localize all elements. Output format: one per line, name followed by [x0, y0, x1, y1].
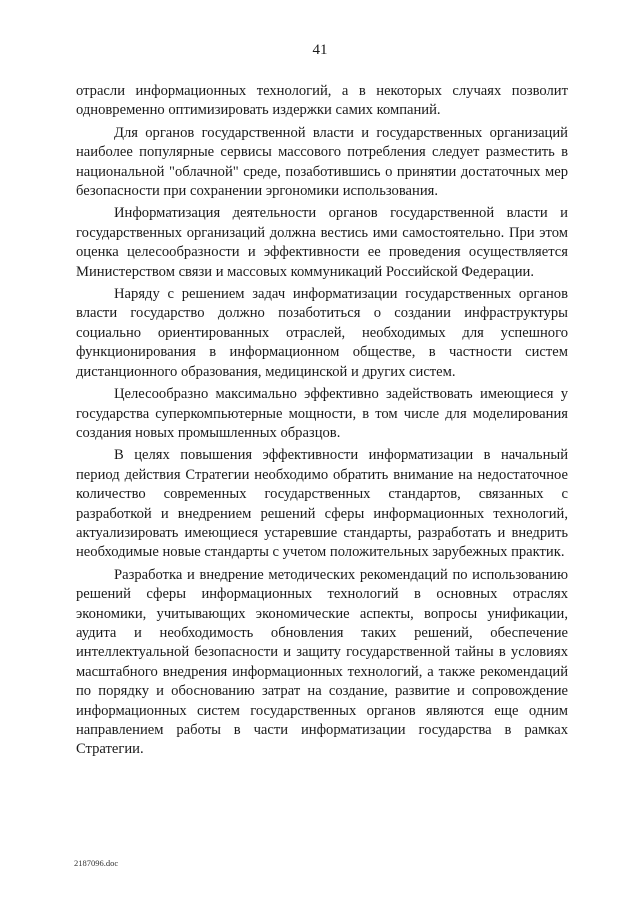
paragraph: отрасли информационных технологий, а в некоторых случаях позволит одновременно оптимизировать издержки самих компаний. — [76, 83, 568, 119]
page-number: 41 — [312, 42, 328, 58]
paragraph: Для органов государственной власти и государственных организаций наиболее популярные сервисы массового потребления следует разместить в национальной "облачной" среде, позаботившись о принятии достаточных мер безопасности при сохранении эргономики использования. — [76, 124, 568, 200]
paragraph: Информатизация деятельности органов государственной власти и государственных организаций должна вестись ими самостоятельно. При этом оценка целесообразности и эффективности ее проведения осуществляется Министерством связи и массовых коммуникаций Российской Федерации. — [76, 205, 568, 280]
paragraph: Разработка и внедрение методических рекомендаций по использованию решений сферы информационных технологий в основных отраслях экономики, учитывающих экономические аспекты, вопросы унификации, аудита и необходимость обновления таких решений, обеспечение интеллектуальной безопасности и защиту государственной тайны в условиях масштабного внедрения информационных технологий, а также рекомендаций по порядку и обоснованию затрат на создание, развитие и сопровождение информационных систем государственных органов являются еще одним направлением работы в части информатизации государства в рамках Стратегии. — [76, 566, 568, 758]
paragraph: В целях повышения эффективности информатизации в начальный период действия Стратегии необходимо обратить внимание на недостаточное количество современных государственных стандартов, связанных с разработкой и внедрением решений сферы информационных технологий, актуализировать имеющиеся устаревшие стандарты, разработать и внедрить необходимые новые стандарты с учетом положительных зарубежных практик. — [76, 447, 568, 561]
body-text — [76, 82, 568, 763]
footer-file-name: 2187096.doc — [74, 858, 119, 868]
paragraph: Наряду с решением задач информатизации государственных органов власти государство должно позаботиться о создании инфраструктуры социально ориентированных отраслей, необходимых для успешного функционирования в информационном обществе, в частности систем дистанционного образования, медицинской и других систем. — [76, 286, 568, 380]
paragraph: Целесообразно максимально эффективно задействовать имеющиеся у государства суперкомпьютерные мощности, в том числе для моделирования создания новых промышленных образцов. — [76, 386, 568, 441]
